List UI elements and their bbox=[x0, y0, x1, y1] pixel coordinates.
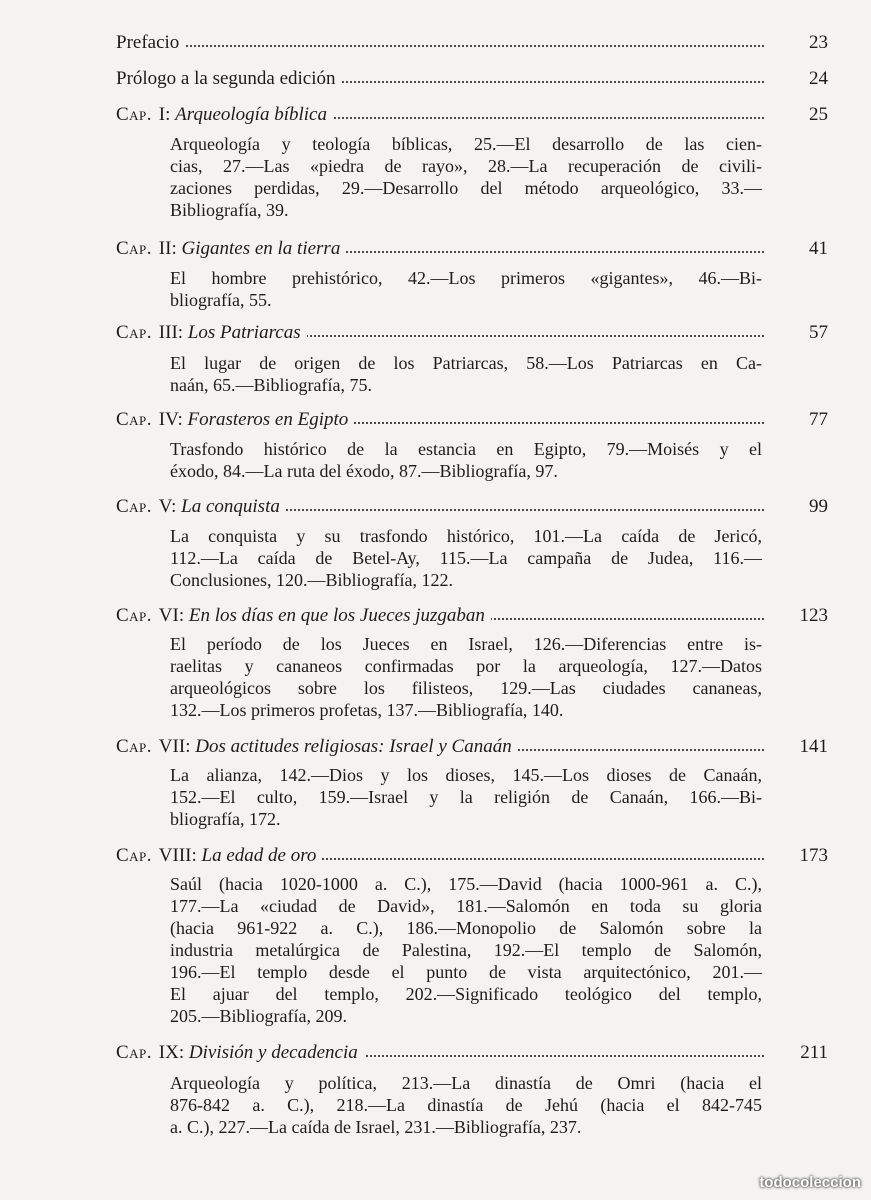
page-number: 77 bbox=[803, 407, 828, 433]
page-number: 141 bbox=[794, 734, 829, 760]
chapter-title: Arqueología bíblica bbox=[175, 104, 327, 125]
chapter-number: II bbox=[158, 238, 172, 259]
chapter-number: IV bbox=[158, 409, 178, 430]
summary-line: 132.—Los primeros profetas, 137.—Bibliografía, 140. bbox=[170, 700, 564, 720]
chapter-title-line: Cap. II: Gigantes en la tierra bbox=[116, 236, 346, 262]
cap-label: Cap. bbox=[116, 409, 153, 430]
chapter-title-line: Cap. V: La conquista bbox=[116, 494, 286, 520]
summary-line: industria metalúrgica de Palestina, 192.—El templo de Salomón, bbox=[170, 940, 762, 960]
page-number: 41 bbox=[803, 236, 828, 262]
chapter-heading-4 bbox=[116, 407, 828, 433]
summary-line: naán, 65.—Bibliografía, 75. bbox=[170, 375, 372, 395]
summary-line: Arqueología y teología bíblicas, 25.—El desarrollo de las cien- bbox=[170, 134, 762, 154]
chapter-number: VII bbox=[158, 736, 186, 757]
toc-entry-prefacio bbox=[116, 30, 828, 56]
chapter-heading-9 bbox=[116, 1040, 828, 1066]
page-number: 24 bbox=[803, 66, 828, 92]
summary-line: éxodo, 84.—La ruta del éxodo, 87.—Bibliografía, 97. bbox=[170, 461, 558, 481]
cap-label: Cap. bbox=[116, 496, 153, 517]
chapter-title: Dos actitudes religiosas: Israel y Canaán bbox=[195, 736, 512, 757]
summary-line: 152.—El culto, 159.—Israel y la religión de Canaán, 166.—Bi- bbox=[170, 787, 762, 807]
chapter-number: VI bbox=[158, 605, 179, 626]
chapter-heading-7 bbox=[116, 734, 828, 760]
summary-line: El período de los Jueces en Israel, 126.—Diferencias entre is- bbox=[170, 634, 762, 654]
summary-line: 205.—Bibliografía, 209. bbox=[170, 1006, 347, 1026]
summary-line: 196.—El templo desde el punto de vista arquitectónico, 201.— bbox=[170, 962, 762, 982]
summary-line: zaciones perdidas, 29.—Desarrollo del método arqueológico, 33.— bbox=[170, 178, 762, 198]
chapter-title: En los días en que los Jueces juzgaban bbox=[188, 605, 485, 626]
chapter-summary-8 bbox=[170, 873, 762, 1027]
summary-line: La alianza, 142.—Dios y los dioses, 145.—Los dioses de Canaán, bbox=[170, 765, 762, 785]
chapter-summary-5 bbox=[170, 525, 762, 591]
chapter-title-line: Cap. IX: División y decadencia bbox=[116, 1040, 364, 1066]
chapter-title-line: Cap. III: Los Patriarcas bbox=[116, 320, 307, 346]
entry-label: Prólogo a la segunda edición bbox=[116, 66, 342, 92]
cap-label: Cap. bbox=[116, 238, 153, 259]
page-number: 23 bbox=[803, 30, 828, 56]
chapter-number: V bbox=[158, 496, 172, 517]
chapter-summary-2 bbox=[170, 267, 762, 311]
chapter-summary-1 bbox=[170, 133, 762, 221]
leader-dots bbox=[122, 45, 764, 47]
summary-line: bliografía, 172. bbox=[170, 809, 281, 829]
chapter-title-line: Cap. VII: Dos actitudes religiosas: Israel y Canaán bbox=[116, 734, 518, 760]
chapter-title: La edad de oro bbox=[201, 845, 317, 866]
chapter-title: Los Patriarcas bbox=[187, 322, 301, 343]
summary-line: a. C.), 227.—La caída de Israel, 231.—Bibliografía, 237. bbox=[170, 1117, 582, 1137]
summary-line: Saúl (hacia 1020-1000 a. C.), 175.—David (hacia 1000-961 a. C.), bbox=[170, 874, 762, 894]
chapter-heading-3 bbox=[116, 320, 828, 346]
toc-entry-prologo bbox=[116, 66, 828, 92]
chapter-summary-6 bbox=[170, 633, 762, 721]
page-number: 211 bbox=[794, 1040, 828, 1066]
watermark-logo: todocoleccion bbox=[759, 1174, 861, 1191]
chapter-number: IX bbox=[158, 1042, 179, 1063]
chapter-number: III bbox=[158, 322, 178, 343]
chapter-title-line: Cap. VIII: La edad de oro bbox=[116, 843, 322, 869]
chapter-number: VIII bbox=[158, 845, 192, 866]
chapter-title-line: Cap. VI: En los días en que los Jueces juzgaban bbox=[116, 603, 491, 629]
cap-label: Cap. bbox=[116, 736, 153, 757]
chapter-title: Gigantes en la tierra bbox=[181, 238, 341, 259]
summary-line: 177.—La «ciudad de David», 181.—Salomón en toda su gloria bbox=[170, 896, 762, 916]
chapter-title-line: Cap. I: Arqueología bíblica bbox=[116, 102, 333, 128]
cap-label: Cap. bbox=[116, 845, 153, 866]
cap-label: Cap. bbox=[116, 1042, 153, 1063]
entry-label: Prefacio bbox=[116, 30, 185, 56]
summary-line: Conclusiones, 120.—Bibliografía, 122. bbox=[170, 570, 453, 590]
summary-line: El hombre prehistórico, 42.—Los primeros «gigantes», 46.—Bi- bbox=[170, 268, 762, 288]
summary-line: cias, 27.—Las «piedra de rayo», 28.—La recuperación de civili- bbox=[170, 156, 762, 176]
chapter-heading-5 bbox=[116, 494, 828, 520]
summary-line: arqueológicos sobre los filisteos, 129.—Las ciudades cananeas, bbox=[170, 678, 762, 698]
summary-line: 876-842 a. C.), 218.—La dinastía de Jehú (hacia el 842-745 bbox=[170, 1095, 762, 1115]
chapter-summary-7 bbox=[170, 764, 762, 830]
cap-label: Cap. bbox=[116, 605, 153, 626]
summary-line: raelitas y cananeos confirmadas por la arqueología, 127.—Datos bbox=[170, 656, 762, 676]
chapter-heading-6 bbox=[116, 603, 828, 629]
cap-label: Cap. bbox=[116, 322, 153, 343]
page-number: 123 bbox=[794, 603, 829, 629]
summary-line: Bibliografía, 39. bbox=[170, 200, 289, 220]
page-number: 99 bbox=[803, 494, 828, 520]
chapter-number: I bbox=[158, 104, 166, 125]
cap-label: Cap. bbox=[116, 104, 153, 125]
summary-line: Trasfondo histórico de la estancia en Egipto, 79.—Moisés y el bbox=[170, 439, 762, 459]
chapter-heading-2 bbox=[116, 236, 828, 262]
page-number: 57 bbox=[803, 320, 828, 346]
chapter-summary-9 bbox=[170, 1072, 762, 1138]
chapter-summary-4 bbox=[170, 438, 762, 482]
summary-line: El ajuar del templo, 202.—Significado teológico del templo, bbox=[170, 984, 762, 1004]
chapter-title: Forasteros en Egipto bbox=[187, 409, 349, 430]
chapter-title: División y decadencia bbox=[188, 1042, 358, 1063]
chapter-heading-1 bbox=[116, 102, 828, 128]
chapter-summary-3 bbox=[170, 352, 762, 396]
summary-line: El lugar de origen de los Patriarcas, 58.—Los Patriarcas en Ca- bbox=[170, 353, 762, 373]
summary-line: bliografía, 55. bbox=[170, 290, 272, 310]
chapter-heading-8 bbox=[116, 843, 828, 869]
summary-line: (hacia 961-922 a. C.), 186.—Monopolio de Salomón sobre la bbox=[170, 918, 762, 938]
chapter-title-line: Cap. IV: Forasteros en Egipto bbox=[116, 407, 354, 433]
summary-line: 112.—La caída de Betel-Ay, 115.—La campaña de Judea, 116.— bbox=[170, 548, 762, 568]
summary-line: La conquista y su trasfondo histórico, 101.—La caída de Jericó, bbox=[170, 526, 762, 546]
page-number: 25 bbox=[803, 102, 828, 128]
summary-line: Arqueología y política, 213.—La dinastía de Omri (hacia el bbox=[170, 1073, 762, 1093]
page-number: 173 bbox=[794, 843, 829, 869]
chapter-title: La conquista bbox=[181, 496, 280, 517]
